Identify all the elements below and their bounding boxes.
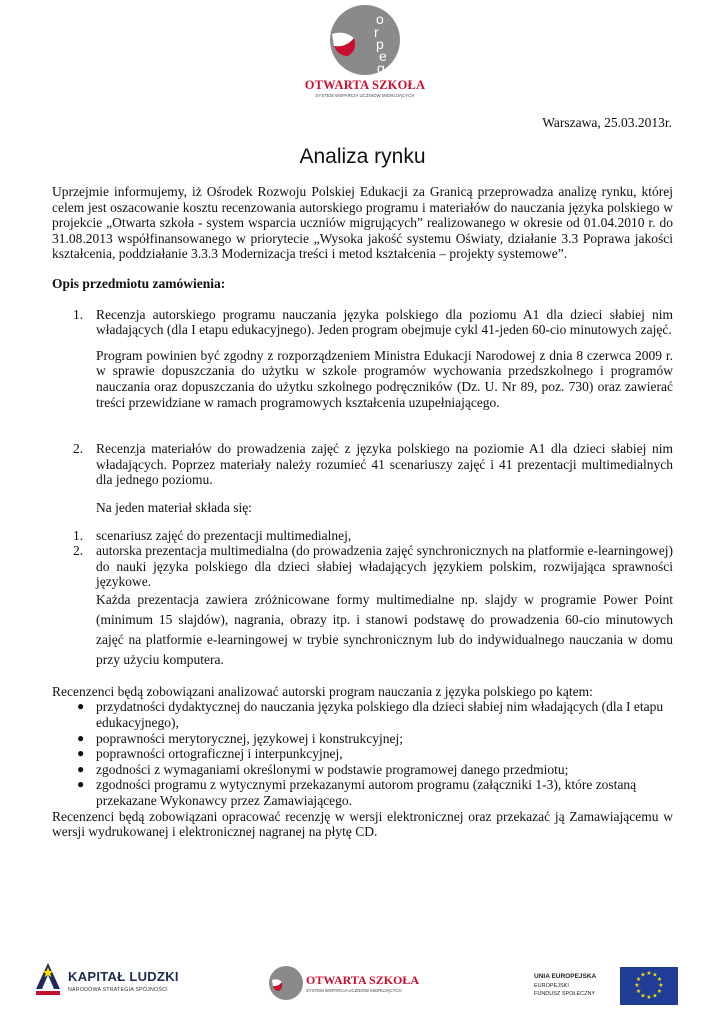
- closing-paragraph: Recenzenci będą zobowiązani opracować recenzję w wersji elektronicznej oraz przekazać ją Zamawiającemu w wersji wydrukowanej i elektronicznej nagranej na płytę CD.: [52, 808, 673, 840]
- sub-item-text: autorska prezentacja multimedialna (do prowadzenia zajęć synchronicznych na platformie e-learningowej) do nauki języka polskiego dla dzieci słabiej władających językiem polskim, rozwijająca sprawności językowe.: [96, 543, 673, 590]
- kl-subtitle: NARODOWA STRATEGIA SPÓJNOŚCI: [68, 987, 168, 993]
- logo-letter-o: o: [376, 11, 384, 27]
- order-item-note: Na jeden materiał składa się:: [96, 499, 252, 515]
- sub-item-number: 2.: [73, 543, 84, 559]
- eu-logo: [534, 967, 684, 1007]
- ue-line1: UNIA EUROPEJSKA: [534, 973, 597, 980]
- order-item-text: Recenzja autorskiego programu nauczania języka polskiego dla poziomu A1 dla dzieci słabiej nim władających (dla I etapu edukacyjnego). Jeden program obejmuje cykl 41-jeden 60-cio minutowych zajęć.: [96, 306, 673, 338]
- criteria-item: ● zgodności programu z wytycznymi przekazanymi autorom programu (załączniki 1-3), które zostaną przekazane Wykonawcy przez Zamawiającego.: [77, 777, 637, 809]
- svg-text:★: ★: [640, 992, 646, 1000]
- section-title: Opis przedmiotu zamówienia:: [52, 275, 226, 291]
- criteria-item: ● poprawności merytorycznej, językowej i konstrukcyjnej;: [77, 730, 404, 746]
- svg-text:★: ★: [656, 988, 663, 995]
- logo-letter-e: e: [379, 48, 387, 64]
- order-item-number: 2.: [73, 441, 84, 457]
- sub-item-1: [52, 528, 673, 544]
- order-item-1: [52, 307, 673, 338]
- document-date: Warszawa, 25.03.2013r.: [542, 115, 672, 130]
- otwarta-szkola-footer-logo: [268, 961, 438, 1007]
- orpeg-logo: [300, 4, 430, 96]
- svg-text:★: ★: [656, 976, 663, 983]
- svg-text:★: ★: [635, 976, 642, 983]
- logo-letter-r: r: [374, 24, 379, 40]
- brand-name: OTWARTA SZKOŁA: [304, 78, 426, 92]
- brand-subtitle: SYSTEM WSPARCIA UCZNIÓW MIGRUJĄCYCH: [315, 93, 415, 98]
- order-item-2: [52, 441, 673, 488]
- document-title: Analiza rynku: [299, 145, 426, 168]
- criteria-item: ● zgodności z wymaganiami określonymi w podstawie programowej danego przedmiotu;: [77, 761, 569, 777]
- document-body: [52, 184, 673, 840]
- bullet-icon: ●: [77, 777, 85, 792]
- bullet-icon: ●: [77, 761, 85, 776]
- orpeg-small-emblem-icon: [268, 965, 304, 1001]
- svg-text:★: ★: [634, 982, 640, 989]
- presentation-note: Każda prezentacja zawiera zróżnicowane formy multimedialne np. slajdy w programie Power Point (minimum 15 slajdów), nagrania, obrazy itp. i stanowi podstawę do prowadzenia 60-cio minutowych zajęć na platformie e-learningowej w trybie synchronicznym lub do indywidualnego nauczania w domu przy użyciu komputera.: [96, 591, 673, 667]
- order-item-text: Recenzja materiałów do prowadzenia zajęć z języka polskiego na poziomie A1 dla dzieci słabiej nim władających. Poprzez materiały należy rozumieć 41 scenariuszy zajęć i 41 prezentacji multimedialnych dla jednego poziomu.: [96, 441, 673, 488]
- ue-line2: EUROPEJSKI: [534, 983, 569, 989]
- intro-paragraph: Uprzejmie informujemy, iż Ośrodek Rozwoju Polskiej Edukacji za Granicą przeprowadza analizę rynku, której celem jest oszacowanie kosztu recenzowania autorskiego programu i materiałów do nauczania języka polskiego w projekcie „Otwarta szkoła - system wsparcia uczniów migrujących” realizowanego w okresie od 01.04.2010 r. do 31.08.2013 współfinansowanego w priorytecie „Wysoka jakość systemu Oświaty, działanie 3.3 Poprawa jakości kształcenia, poddziałanie 3.3.3 Modernizacja treści i metod kształcenia – projekty systemowe”.: [52, 184, 673, 262]
- svg-text:★: ★: [652, 971, 658, 979]
- logo-letter-g: g: [377, 60, 385, 76]
- reviewers-intro: Recenzenci będą zobowiązani analizować autorski program nauczania z języka polskiego po kątem:: [52, 683, 593, 699]
- order-item-note: Program powinien być zgodny z rozporządzeniem Ministra Edukacji Narodowej z dnia 8 czerwca 2009 r. w sprawie dopuszczania do użytku w szkole programów wychowania przedszkolnego i programów nauczania oraz dopuszczania do użytku szkolnego podręczników (Dz. U. Nr 89, poz. 730) oraz zawierać treści przewidziane w ramach programowych kształcenia uzupełniającego.: [96, 347, 673, 410]
- svg-text:★: ★: [640, 971, 646, 979]
- order-item-number: 1.: [73, 306, 84, 322]
- fo-subtitle: SYSTEM WSPARCIA UCZNIÓW MIGRUJĄCYCH: [306, 988, 402, 993]
- eu-flag-icon: [620, 967, 678, 1005]
- logo-letter-p: p: [376, 36, 384, 52]
- svg-text:★: ★: [658, 982, 664, 989]
- svg-text:★: ★: [646, 970, 652, 977]
- kl-name: KAPITAŁ LUDZKI: [68, 969, 179, 984]
- kapital-ludzki-logo: [34, 959, 194, 1009]
- criteria-item: ● poprawności ortograficznej i interpunkcyjnej,: [77, 746, 343, 762]
- sub-item-2: [52, 543, 673, 590]
- kapital-ludzki-emblem-icon: [34, 959, 64, 1005]
- bullet-icon: ●: [77, 746, 85, 761]
- svg-text:★: ★: [646, 994, 652, 1001]
- svg-text:★: ★: [652, 992, 658, 1000]
- svg-text:★: ★: [635, 988, 642, 995]
- bullet-icon: ●: [77, 730, 85, 745]
- sub-item-number: 1.: [73, 527, 84, 543]
- bullet-icon: ●: [77, 699, 85, 714]
- criteria-list: [52, 699, 673, 808]
- orpeg-emblem-icon: [324, 4, 406, 76]
- sub-item-text: scenariusz zajęć do prezentacji multimedialnej,: [96, 527, 352, 543]
- criteria-item: ● przydatności dydaktycznej do nauczania języka polskiego dla dzieci słabiej nim władających (dla I etapu edukacyjnego),: [77, 699, 664, 731]
- ue-line3: FUNDUSZ SPOŁECZNY: [534, 991, 596, 997]
- fo-name: OTWARTA SZKOŁA: [306, 973, 420, 987]
- footer: [0, 955, 725, 1015]
